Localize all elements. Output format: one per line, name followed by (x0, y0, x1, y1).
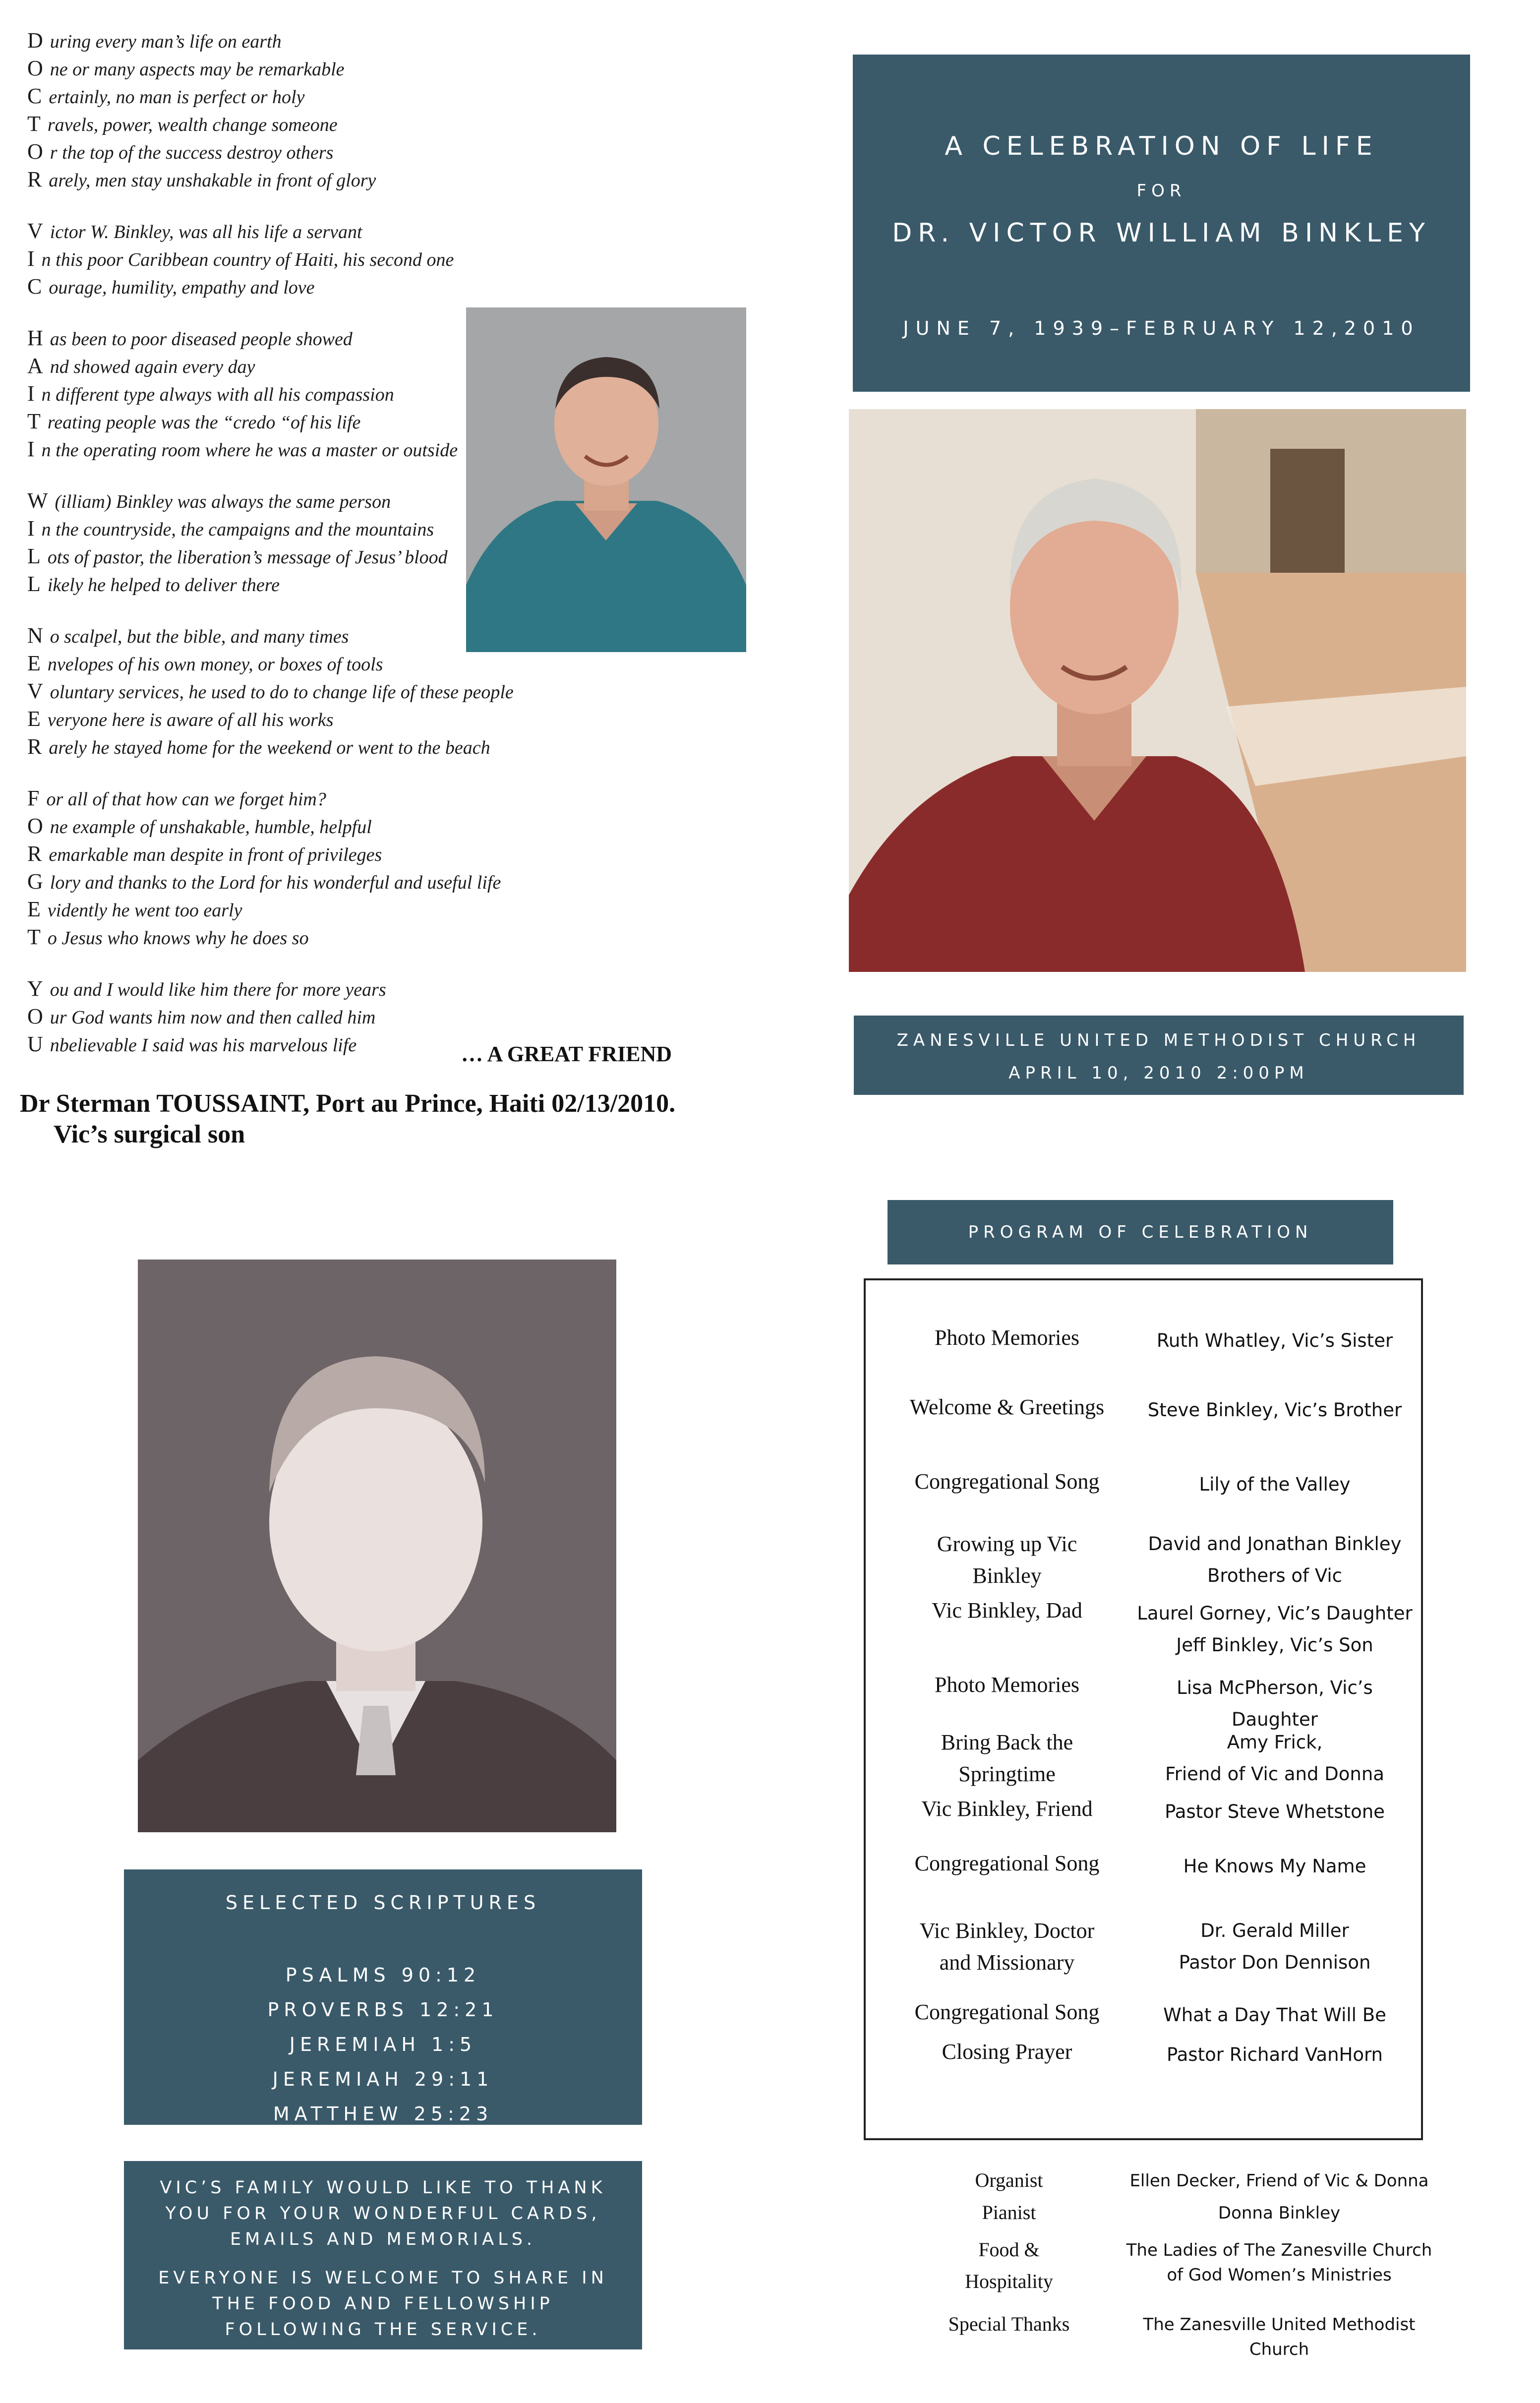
program-item-title (871, 1325, 1143, 1351)
acrostic-letter: T (27, 112, 41, 136)
program-item-presenter (1136, 1394, 1414, 1426)
program-item-presenter (1136, 1999, 1414, 2031)
program-item-presenter-line: Laurel Gorney, Vic’s Daughter (1137, 1603, 1413, 1624)
honoree-name: DR. VICTOR WILLIAM BINKLEY (892, 218, 1431, 248)
program-item-title (871, 1394, 1143, 1420)
poem-line (27, 975, 612, 1003)
program-item-title-line: Congregational Song (914, 2000, 1100, 2024)
program-item-title-line: Welcome & Greetings (909, 1395, 1105, 1419)
program-item-title (871, 1915, 1143, 1979)
poem-line-text: nvelopes of his own money, or boxes of tools (47, 654, 383, 675)
poem-line-text: ur God wants him now and then called him (50, 1007, 376, 1028)
program-item-presenter-line: David and Jonathan Binkley (1148, 1533, 1402, 1555)
program-item-title-line: Vic Binkley, Dad (932, 1598, 1082, 1622)
poem-line (27, 650, 612, 678)
program-list (864, 1278, 1423, 2140)
program-item-title-line: Binkley (972, 1563, 1042, 1588)
poem-line (27, 83, 612, 111)
credit-person-line: The Zanesville United Methodist (1143, 2315, 1416, 2335)
acrostic-letter: I (27, 381, 35, 406)
credit-role-line: Food & (978, 2238, 1040, 2261)
program-header: PROGRAM OF CELEBRATION (888, 1200, 1393, 1264)
acrostic-letter: E (27, 651, 41, 675)
program-item-title (871, 1727, 1143, 1790)
poem-line-text: ertainly, no man is perfect or holy (49, 87, 305, 108)
fellowship-invitation: EVERYONE IS WELCOME TO SHARE IN THE FOOD AND FELLOWSHIP FOLLOWING THE SERVICE. (158, 2268, 608, 2340)
poem-line-text: n the countryside, the campaigns and the mountains (41, 519, 434, 540)
credit-person-line: The Ladies of The Zanesville Church (1126, 2240, 1432, 2260)
poem-line (27, 785, 612, 813)
thanks-message: VIC’S FAMILY WOULD LIKE TO THANK YOU FOR YOUR WONDERFUL CARDS, EMAILS AND MEMORIALS. (160, 2178, 606, 2249)
program-item-presenter (1136, 1796, 1414, 1828)
poem-line-text: arely he stayed home for the weekend or went to the beach (49, 737, 490, 758)
credit-person (1116, 2168, 1443, 2193)
poem-author (20, 1088, 675, 1150)
acrostic-letter: V (27, 219, 43, 243)
program-item-title-line: Photo Memories (934, 1325, 1080, 1350)
program-item-title-line: and Missionary (939, 1950, 1075, 1975)
poem-line-text: n different type always with all his compassion (41, 384, 394, 405)
author-subtitle: Vic’s surgical son (54, 1120, 245, 1148)
poem-line-text: nd showed again every day (50, 357, 255, 377)
program-item-presenter-line: Amy Frick, (1227, 1732, 1323, 1753)
credit-role-line: Special Thanks (948, 2313, 1070, 2335)
acrostic-letter: N (27, 623, 43, 648)
credit-role (932, 2234, 1086, 2297)
program-item-title-line: Congregational Song (914, 1469, 1100, 1494)
poem-line-text: ne example of unshakable, humble, helpful (50, 817, 372, 838)
acrostic-letter: T (27, 409, 41, 433)
acrostic-letter: F (27, 786, 40, 810)
poem-line-text: ots of pastor, the liberation’s message of Jesus’ blood (47, 547, 448, 568)
poem-line-text: o scalpel, but the bible, and many times (50, 626, 349, 647)
program-item-title (871, 1469, 1143, 1495)
program-item-presenter (1136, 1915, 1414, 1979)
acrostic-letter: A (27, 354, 43, 378)
poem-line-text: or all of that how can we forget him? (46, 789, 326, 810)
poem-line-text: ravels, power, wealth change someone (47, 115, 338, 135)
poem-line-text: n the operating room where he was a master or outside (41, 440, 458, 461)
acrostic-letter: C (27, 274, 42, 299)
credit-person-line: Ellen Decker, Friend of Vic & Donna (1129, 2171, 1429, 2191)
acrostic-letter: O (27, 56, 43, 80)
poem-line-text: veryone here is aware of all his works (47, 710, 334, 730)
acrostic-letter: R (27, 167, 42, 191)
acrostic-letter: O (27, 814, 43, 838)
church-name: ZANESVILLE UNITED METHODIST CHURCH (896, 1030, 1421, 1050)
poem-line-text: emarkable man despite in front of privileges (49, 844, 382, 865)
poem-line (27, 924, 612, 952)
credit-person-line: Church (1249, 2340, 1309, 2359)
program-item-presenter-line: Steve Binkley, Vic’s Brother (1147, 1399, 1402, 1421)
poem-line (27, 868, 612, 896)
life-dates: JUNE 7, 1939–FEBRUARY 12,2010 (903, 317, 1420, 339)
program-item-presenter-line: Lisa McPherson, Vic’s Daughter (1177, 1677, 1373, 1730)
acrostic-letter: U (27, 1032, 43, 1056)
poem-line (27, 111, 612, 138)
program-item-presenter-line: Pastor Richard VanHorn (1166, 2044, 1383, 2065)
poem-line (27, 245, 612, 273)
acrostic-letter: G (27, 869, 43, 894)
program-item-title-line: Vic Binkley, Doctor (919, 1919, 1095, 1943)
program-item-presenter-line: What a Day That Will Be (1163, 2004, 1386, 2026)
poem-line-text: nbelievable I said was his marvelous life (50, 1035, 357, 1056)
credit-role (932, 2164, 1086, 2196)
poem-stanza (27, 27, 612, 194)
credit-person-line: Donna Binkley (1218, 2203, 1341, 2223)
poem-line (27, 706, 612, 733)
acrostic-letter: R (27, 841, 42, 866)
acrostic-letter: I (27, 437, 35, 461)
poem-line (27, 166, 612, 194)
acrostic-letter: V (27, 679, 43, 703)
scriptures-box (124, 1869, 642, 2125)
title-banner (853, 55, 1470, 392)
poem-line-text: lory and thanks to the Lord for his wonderful and useful life (50, 872, 501, 893)
acrostic-letter: I (27, 516, 35, 541)
scriptures-title: SELECTED SCRIPTURES (225, 1892, 541, 1914)
title-heading: A CELEBRATION OF LIFE (945, 131, 1378, 161)
poem-line-text: n this poor Caribbean country of Haiti, his second one (41, 249, 454, 270)
poem-line-text: uring every man’s life on earth (50, 31, 282, 52)
scripture-reference: PSALMS 90:12 (285, 1964, 481, 1986)
poem-line-text: r the top of the success destroy others (50, 142, 334, 163)
author-line: Dr Sterman TOUSSAINT, Port au Prince, Haiti 02/13/2010. (20, 1089, 676, 1118)
title-for: FOR (1136, 181, 1186, 201)
acrostic-letter: E (27, 707, 41, 731)
program-item-presenter-line: Friend of Vic and Donna (1165, 1763, 1384, 1785)
program-item-presenter (1136, 1851, 1414, 1882)
acrostic-letter: H (27, 326, 43, 350)
program-item-presenter-line: Dr. Gerald Miller (1200, 1920, 1349, 1941)
scripture-references (124, 1958, 642, 2131)
program-item-title (871, 1598, 1143, 1623)
poem-line (27, 55, 612, 83)
credit-role-line: Hospitality (965, 2270, 1053, 2292)
poem-line (27, 138, 612, 166)
acrostic-letter: C (27, 84, 42, 108)
acrostic-letter: W (27, 488, 48, 513)
acrostic-letter: L (27, 544, 41, 568)
childhood-photo (138, 1260, 616, 1832)
program-item-presenter (1136, 1528, 1414, 1592)
poem-line (27, 273, 612, 301)
program-item-presenter-line: He Knows My Name (1183, 1856, 1366, 1877)
poem-line (27, 1003, 612, 1031)
program-item-presenter-line: Lily of the Valley (1199, 1474, 1351, 1495)
program-item-presenter (1136, 1469, 1414, 1501)
acrostic-letter: L (27, 572, 41, 596)
program-item-presenter-line: Pastor Steve Whetstone (1165, 1801, 1385, 1822)
credit-person (1116, 2201, 1443, 2225)
credit-person (1116, 2312, 1443, 2362)
poem-line (27, 733, 612, 761)
acrostic-letter: O (27, 1004, 43, 1028)
poem-line-text: oluntary services, he used to do to change life of these people (50, 682, 514, 703)
program-item-title-line: Congregational Song (914, 1851, 1100, 1875)
service-datetime: APRIL 10, 2010 2:00PM (1008, 1063, 1309, 1083)
poem-stanza (27, 218, 612, 301)
credit-role (932, 2308, 1086, 2340)
poem-closing: … A GREAT FRIEND (461, 1042, 672, 1066)
program-item-presenter (1136, 1325, 1414, 1357)
credit-person (1116, 2238, 1443, 2287)
church-banner (854, 1016, 1464, 1095)
program-item-title (871, 1851, 1143, 1876)
program-item-presenter-line: Brothers of Vic (1207, 1565, 1342, 1586)
program-item-title-line: Photo Memories (934, 1673, 1080, 1697)
program-item-title-line: Springtime (958, 1762, 1056, 1786)
acrostic-letter: R (27, 734, 42, 759)
acrostic-letter: I (27, 246, 35, 271)
poem-line (27, 218, 612, 245)
program-item-title-line: Vic Binkley, Friend (921, 1797, 1093, 1821)
acrostic-letter: Y (27, 976, 43, 1001)
program-item-title-line: Bring Back the (941, 1730, 1073, 1754)
acrostic-letter: T (27, 925, 41, 949)
credit-role-line: Organist (975, 2169, 1043, 2191)
scripture-reference: MATTHEW 25:23 (273, 2103, 493, 2125)
poem-line-text: ikely he helped to deliver there (47, 575, 280, 596)
poem-line-text: as been to poor diseased people showed (50, 329, 353, 350)
poem-line-text: arely, men stay unshakable in front of glory (49, 170, 376, 191)
poem-line-text: ourage, humility, empathy and love (49, 277, 315, 298)
credit-role (932, 2197, 1086, 2228)
program-item-presenter (1136, 1727, 1414, 1790)
scripture-reference: PROVERBS 12:21 (267, 1999, 499, 2021)
poem-line (27, 27, 612, 55)
program-item-title-line: Growing up Vic (937, 1532, 1077, 1556)
poem-line-text: vidently he went too early (47, 900, 242, 921)
poem-line-text: ne or many aspects may be remarkable (50, 59, 345, 80)
poem-line-text: ictor W. Binkley, was all his life a servant (50, 222, 362, 242)
program-item-presenter-line: Jeff Binkley, Vic’s Son (1176, 1634, 1373, 1656)
poem-line-text: reating people was the “credo “of his life (47, 412, 361, 433)
credit-role-line: Pianist (982, 2201, 1036, 2223)
program-item-presenter-line: Pastor Don Dennison (1179, 1952, 1371, 1973)
poem-stanza (27, 785, 612, 952)
thanks-box (124, 2161, 642, 2349)
poem-line (27, 841, 612, 868)
poem-line-text: (illiam) Binkley was always the same person (55, 491, 391, 512)
program-item-title (871, 1528, 1143, 1592)
poem-line (27, 678, 612, 706)
scripture-reference: JEREMIAH 29:11 (272, 2068, 494, 2090)
poem-line-text: o Jesus who knows why he does so (47, 928, 309, 949)
program-item-title (871, 1796, 1143, 1822)
program-item-title (871, 1999, 1143, 2025)
acrostic-letter: O (27, 139, 43, 164)
scripture-reference: JEREMIAH 1:5 (289, 2034, 477, 2055)
poem-line (27, 813, 612, 841)
acrostic-letter: E (27, 897, 41, 921)
surgeon-photo (466, 307, 746, 652)
credit-person-line: of God Women’s Ministries (1167, 2265, 1392, 2285)
program-item-title (871, 2039, 1143, 2065)
poem-line (27, 896, 612, 924)
program-item-presenter (1136, 1672, 1414, 1736)
poem-line-text: ou and I would like him there for more years (50, 979, 386, 1000)
program-item-title (871, 1672, 1143, 1698)
portrait-photo (849, 409, 1466, 972)
program-item-presenter (1136, 2039, 1414, 2071)
program-item-presenter-line: Ruth Whatley, Vic’s Sister (1156, 1330, 1393, 1351)
program-item-presenter (1136, 1598, 1414, 1661)
acrostic-letter: D (27, 28, 43, 53)
program-item-title-line: Closing Prayer (942, 2040, 1072, 2064)
